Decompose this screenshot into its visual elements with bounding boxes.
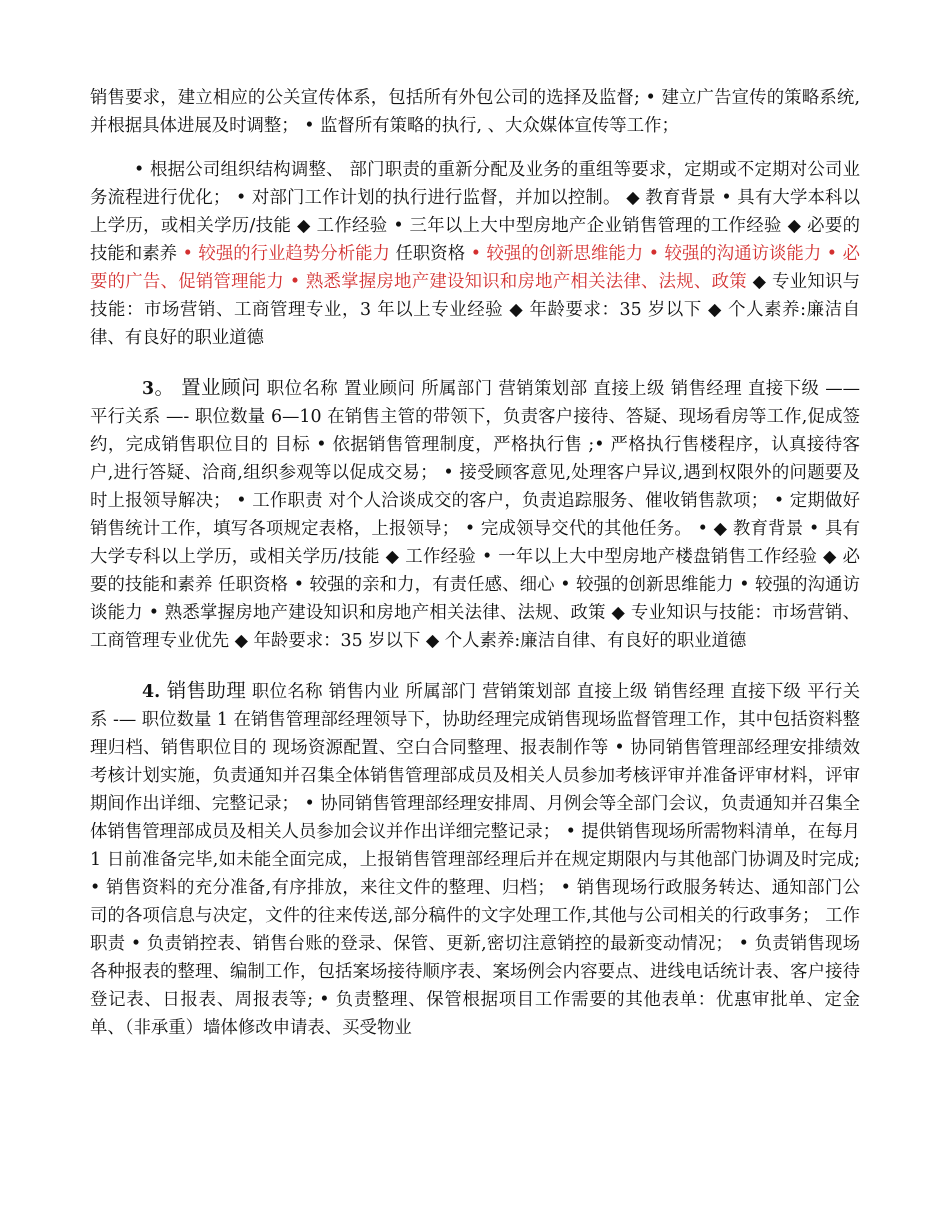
section-3-paragraph xyxy=(90,374,860,655)
paragraph-2-text-a: • 根据公司组织结构调整、 部门职责的重新分配及业务的重组等要求，定期或不定期对公司业务流程进行优化； • 对部门工作计划的执行进行监督，并加以控制。 ◆ 教育背景 • 具有大学本科以上学历，或相关学历/技能 ◆ 工作经验 • 三年以上大中型房地产企业销售管理的工作经验 ◆ 必要的技能和素养 xyxy=(90,160,860,264)
document-page xyxy=(90,84,860,1042)
section-3-body: 职位名称 置业顾问 所属部门 营销策划部 直接上级 销售经理 直接下级 —— 平行关系 —- 职位数量 6—10 在销售主管的带领下，负责客户接待、答疑、现场看房等工作,促成签约，完成销售职位目的 目标 • 依据销售管理制度，严格执行售 ;• 严格执行售楼程序，认真接待客户,进行答疑、洽商,组织参观等以促成交易； • 接受顾客意见,处理客户异议,遇到权限外的问题要及时上报领导解决； • 工作职责 对个人洽谈成交的客户，负责追踪服务、催收销售款项； • 定期做好销售统计工作，填写各项规定表格，上报领导； • 完成领导交代的其他任务。 • ◆ 教育背景 • 具有大学专科以上学历，或相关学历/技能 ◆ 工作经验 • 一年以上大中型房地产楼盘销售工作经验 ◆ 必要的技能和素养 任职资格 • 较强的亲和力，有责任感、细心 • 较强的创新思维能力 • 较强的沟通访谈能力 • 熟悉掌握房地产建设知识和房地产相关法律、法规、政策 ◆ 专业知识与技能：市场营销、工商管理专业优先 ◆ 年龄要求：35 岁以下 ◆ 个人素养:廉洁自律、有良好的职业道德 xyxy=(90,379,860,651)
paragraph-2-text-b: 任职资格 xyxy=(389,244,471,264)
paragraph-2-highlight-2: • 较强的创新思维能力 • 较强的沟通访谈能力 • 必要的广告、促销管理能力 • 熟悉掌握房地产建设知识和房地产相关法律、法规、政策 xyxy=(90,244,860,292)
paragraph-2-highlight-1: • 较强的行业趋势分析能力 xyxy=(182,244,390,264)
section-3-title: 。 置业顾问 xyxy=(154,376,261,399)
paragraph-2 xyxy=(90,156,860,352)
paragraph-2-text-c: ◆ 专业知识与技能：市场营销、工商管理专业，3 年以上专业经验 ◆ 年龄要求：35 岁以下 ◆ 个人素养:廉洁自律、有良好的职业道德 xyxy=(90,272,860,348)
paragraph-1: 销售要求，建立相应的公关宣传体系，包括所有外包公司的选择及监督; • 建立广告宣传的策略系统,并根据具体进展及时调整； • 监督所有策略的执行, 、大众媒体宣传等工作； xyxy=(90,88,860,136)
section-4-number: 4. xyxy=(142,682,161,702)
section-3-number: 3 xyxy=(142,379,155,399)
section-4-body: 职位名称 销售内业 所属部门 营销策划部 直接上级 销售经理 直接下级 平行关系 -— 职位数量 1 在销售管理部经理领导下，协助经理完成销售现场监督管理工作，其中包括资料整理归档、销售职位目的 现场资源配置、空白合同整理、报表制作等 • 协同销售管理部经理安排绩效考核计划实施，负责通知并召集全体销售管理部成员及相关人员参加考核评审并准备评审材料，评审期间作出详细、完整记录； • 协同销售管理部经理安排周、月例会等全部门会议，负责通知并召集全体销售管理部成员及相关人员参加会议并作出详细完整记录； • 提供销售现场所需物料清单，在每月 1 日前准备完毕,如未能全面完成，上报销售管理部经理后并在规定期限内与其他部门协调及时完成; • 销售资料的充分准备,有序排放，来往文件的整理、归档； • 销售现场行政服务转达、通知部门公司的各项信息与决定，文件的往来传送,部分稿件的文字处理工作,其他与公司相关的行政事务； 工作职责 • 负责销控表、销售台账的登录、保管、更新,密切注意销控的最新变动情况； • 负责销售现场各种报表的整理、编制工作，包括案场接待顺序表、案场例会内容要点、进线电话统计表、客户接待登记表、日报表、周报表等; • 负责整理、保管根据项目工作需要的其他表单：优惠审批单、定金单、（非承重）墙体修改申请表、买受物业 xyxy=(90,682,861,1038)
section-4-title: 销售助理 xyxy=(160,679,247,702)
section-4-paragraph xyxy=(90,677,860,1042)
